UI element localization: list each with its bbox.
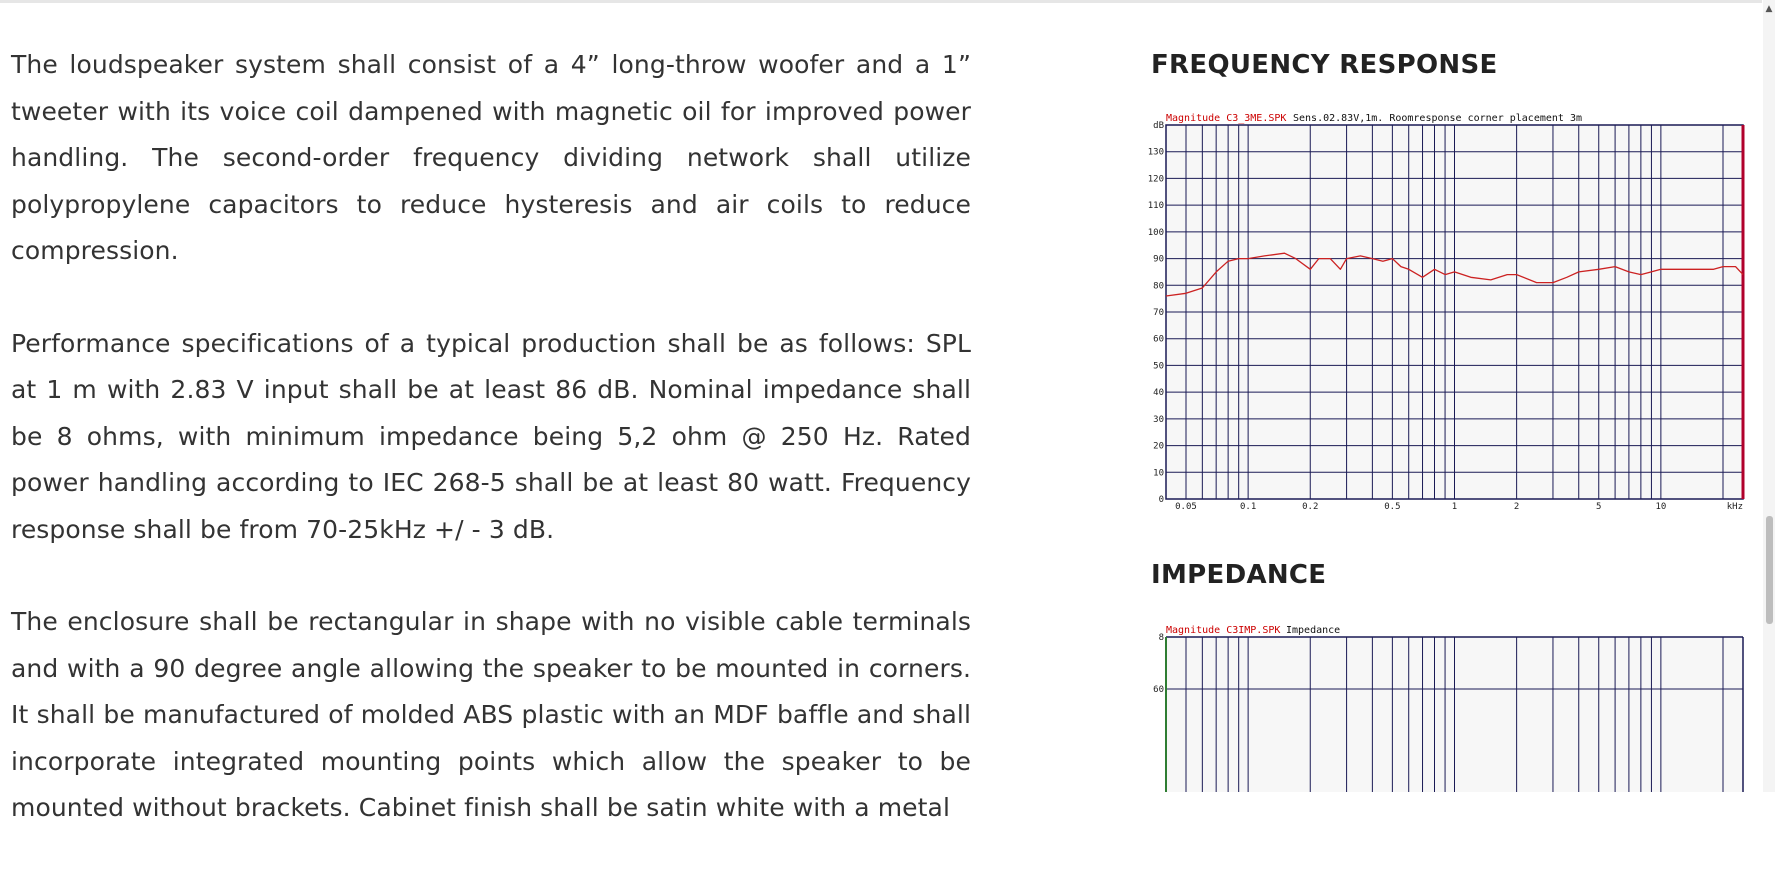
freq-x-tick-label: 1 <box>1451 502 1458 510</box>
freq-y-tick-label: 0 <box>1158 495 1164 505</box>
impedance-graph <box>1146 622 1750 792</box>
freq-y-tick-label: 70 <box>1153 308 1164 318</box>
spec-text-column <box>11 42 971 878</box>
freq-y-tick-label: 50 <box>1153 361 1164 372</box>
frequency-response-chart <box>1146 110 1750 510</box>
impedance-heading: IMPEDANCE <box>1151 560 1327 590</box>
imp-grid <box>1166 637 1743 792</box>
freq-x-tick-label: 10 <box>1655 502 1667 510</box>
freq-y-tick-label: 40 <box>1153 388 1164 399</box>
freq-header-right: Sens.02.83V,1m. Roomresponse corner placement 3m <box>1293 113 1582 124</box>
paragraph-enclosure: The enclosure shall be rectangular in shape with no visible cable terminals and with a 90 degree angle allowing the speaker to be mounted in corners. It shall be manufactured of molded ABS plastic with an MDF baffle and shall incorporate integrated mounting points which allow the speaker to be mounted without brackets. Cabinet finish shall be satin white with a metal <box>11 607 971 822</box>
imp-y-tick-label: 60 <box>1153 685 1164 695</box>
freq-y-tick-label: 10 <box>1153 468 1164 479</box>
imp-header-right: Impedance <box>1286 625 1341 636</box>
freq-x-tick-label: 0.05 <box>1175 502 1197 510</box>
freq-y-tick-label: 100 <box>1147 227 1164 238</box>
freq-grid <box>1166 125 1743 499</box>
freq-x-tick-label: 2 <box>1513 502 1520 510</box>
freq-x-tick-label: 5 <box>1596 502 1602 510</box>
top-divider <box>0 0 1762 3</box>
freq-y-tick-label: 90 <box>1153 254 1164 265</box>
frequency-response-graph <box>1146 110 1750 510</box>
freq-x-tick-label: 0.5 <box>1384 502 1401 510</box>
freq-y-tick-label: 110 <box>1147 201 1164 212</box>
page-scrollbar[interactable] <box>1763 0 1775 792</box>
imp-header-left: Magnitude C3IMP.SPK <box>1166 625 1281 636</box>
freq-y-unit-label: dB <box>1153 121 1164 131</box>
paragraph-performance: Performance specifications of a typical production shall be as follows: SPL at 1 m with 2.83 V input shall be at least 86 dB. Nominal impedance shall be 8 ohms, with minimum impedance being 5,2 ohm @ 250 Hz. Rated power handling according to IEC 268-5 shall be at least 80 watt. Frequency response shall be from 70-25kHz +/ - 3 dB. <box>11 328 971 544</box>
freq-y-tick-label: 120 <box>1147 174 1164 185</box>
impedance-chart <box>1146 622 1750 792</box>
freq-y-tick-label: 130 <box>1147 147 1164 158</box>
freq-y-tick-label: 60 <box>1153 334 1164 345</box>
freq-x-tick-label: 0.2 <box>1302 502 1319 510</box>
freq-y-tick-label: 80 <box>1153 281 1164 292</box>
freq-x-tick-label: kHz <box>1726 502 1743 510</box>
scrollbar-thumb[interactable] <box>1766 516 1773 624</box>
freq-y-tick-label: 20 <box>1153 441 1164 452</box>
freq-header-left: Magnitude C3_3ME.SPK <box>1166 113 1287 124</box>
freq-y-tick-label: 30 <box>1153 414 1164 425</box>
imp-y-tick-label: 8 <box>1158 633 1164 643</box>
chevron-up-icon[interactable]: ▲ <box>1765 4 1773 14</box>
paragraph-drivers: The loudspeaker system shall consist of a 4” long-throw woofer and a 1” tweeter with its voice coil dampened with magnetic oil for improved power handling. The second-order frequency dividing network shall utilize polypropylene capacitors to reduce hysteresis and air coils to reduce compression. <box>11 50 971 265</box>
frequency-response-heading: FREQUENCY RESPONSE <box>1151 50 1498 80</box>
freq-x-tick-label: 0.1 <box>1239 502 1257 510</box>
